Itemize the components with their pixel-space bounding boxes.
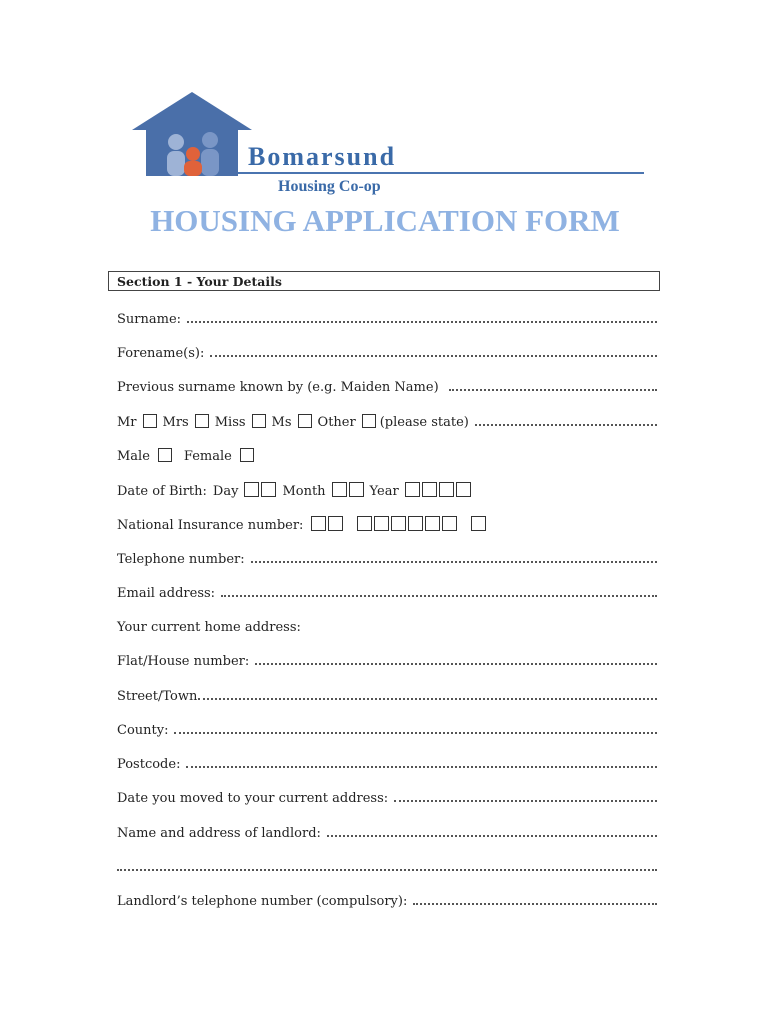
logo-name: Bomarsund [248, 142, 397, 171]
dob-day-box[interactable] [261, 482, 276, 497]
ni-box[interactable] [357, 516, 372, 531]
county-input-line[interactable] [174, 732, 657, 734]
landlord-name-address-field[interactable] [117, 821, 657, 841]
title-mr-checkbox[interactable] [143, 414, 157, 428]
flat-house-label: Flat/House number: [117, 654, 250, 669]
logo [130, 90, 650, 200]
title-other-checkbox[interactable] [362, 414, 376, 428]
form-title: HOUSING APPLICATION FORM [150, 203, 620, 238]
ni-box[interactable] [442, 516, 457, 531]
flat-house-field[interactable] [117, 649, 657, 669]
ni-box[interactable] [408, 516, 423, 531]
email-label: Email address: [117, 586, 216, 601]
surname-field[interactable] [117, 307, 657, 327]
telephone-field[interactable] [117, 547, 657, 567]
ni-box[interactable] [425, 516, 440, 531]
date-moved-field[interactable] [117, 786, 657, 806]
county-label: County: [117, 723, 169, 738]
landlord-name-address-label: Name and address of landlord: [117, 826, 321, 841]
forenames-label: Forename(s): [117, 346, 205, 361]
title-mr-label: Mr [117, 415, 137, 430]
previous-surname-input-line[interactable] [449, 389, 657, 391]
date-moved-input-line[interactable] [394, 800, 657, 802]
ni-digit-boxes[interactable] [357, 516, 459, 531]
telephone-label: Telephone number: [117, 552, 245, 567]
section-1-header [108, 271, 660, 291]
dob-month-label: Month [282, 484, 326, 499]
dob-year-box[interactable] [439, 482, 454, 497]
previous-surname-field[interactable] [117, 375, 657, 395]
surname-label: Surname: [117, 312, 182, 327]
date-moved-label: Date you moved to your current address: [117, 791, 389, 806]
current-address-label: Your current home address: [117, 620, 301, 635]
street-town-field[interactable] [117, 684, 657, 704]
title-ms-checkbox[interactable] [298, 414, 312, 428]
dob-year-label: Year [369, 484, 399, 499]
postcode-input-line[interactable] [186, 766, 657, 768]
street-town-label: Street/Town [117, 689, 198, 704]
landlord-telephone-label: Landlord’s telephone number (compulsory): [117, 894, 408, 909]
title-options [117, 410, 657, 430]
gender-male-checkbox[interactable] [158, 448, 172, 462]
ni-suffix-box[interactable] [471, 516, 488, 531]
forenames-input-line[interactable] [210, 355, 657, 357]
telephone-input-line[interactable] [251, 561, 657, 563]
dob-month-boxes[interactable] [332, 482, 366, 497]
surname-input-line[interactable] [187, 321, 657, 323]
house-logo-icon [130, 90, 260, 182]
gender-options [117, 444, 657, 464]
title-miss-checkbox[interactable] [252, 414, 266, 428]
title-mrs-checkbox[interactable] [195, 414, 209, 428]
county-field[interactable] [117, 718, 657, 738]
please-state-label: (please state) [379, 415, 469, 430]
dob-month-box[interactable] [332, 482, 347, 497]
logo-divider [238, 172, 644, 174]
forenames-field[interactable] [117, 341, 657, 361]
dob-year-box[interactable] [405, 482, 420, 497]
title-other-input-line[interactable] [475, 424, 657, 426]
ni-number-field [117, 513, 657, 533]
dob-label: Date of Birth: [117, 484, 207, 499]
gender-female-label: Female [183, 449, 232, 464]
dob-year-box[interactable] [422, 482, 437, 497]
previous-surname-label: Previous surname known by (e.g. Maiden Name) [117, 380, 439, 395]
landlord-name-address-input-line[interactable] [327, 835, 657, 837]
ni-number-label: National Insurance number: [117, 518, 304, 533]
dob-field [117, 479, 657, 499]
gender-female-checkbox[interactable] [240, 448, 254, 462]
landlord-address-input-line-2[interactable] [117, 869, 657, 871]
title-other-label: Other [317, 415, 356, 430]
title-ms-label: Ms [271, 415, 292, 430]
dob-year-box[interactable] [456, 482, 471, 497]
dob-year-boxes[interactable] [405, 482, 473, 497]
gender-male-label: Male [117, 449, 150, 464]
dob-day-label: Day [212, 484, 239, 499]
flat-house-input-line[interactable] [255, 663, 657, 665]
dob-day-boxes[interactable] [244, 482, 278, 497]
title-mrs-label: Mrs [162, 415, 189, 430]
email-input-line[interactable] [221, 595, 657, 597]
email-field[interactable] [117, 581, 657, 601]
dob-month-box[interactable] [349, 482, 364, 497]
ni-box[interactable] [391, 516, 406, 531]
ni-box[interactable] [311, 516, 326, 531]
ni-box[interactable] [374, 516, 389, 531]
section-1-heading: Section 1 - Your Details [117, 274, 282, 289]
street-town-input-line[interactable] [198, 698, 657, 700]
dob-day-box[interactable] [244, 482, 259, 497]
title-miss-label: Miss [214, 415, 246, 430]
ni-box[interactable] [471, 516, 486, 531]
landlord-address-continuation[interactable] [117, 855, 657, 875]
postcode-label: Postcode: [117, 757, 181, 772]
ni-prefix-boxes[interactable] [311, 516, 345, 531]
current-address-heading [117, 615, 657, 635]
landlord-telephone-input-line[interactable] [413, 903, 657, 905]
landlord-telephone-field[interactable] [117, 889, 657, 909]
postcode-field[interactable] [117, 752, 657, 772]
logo-subtitle: Housing Co-op [278, 178, 381, 195]
ni-box[interactable] [328, 516, 343, 531]
